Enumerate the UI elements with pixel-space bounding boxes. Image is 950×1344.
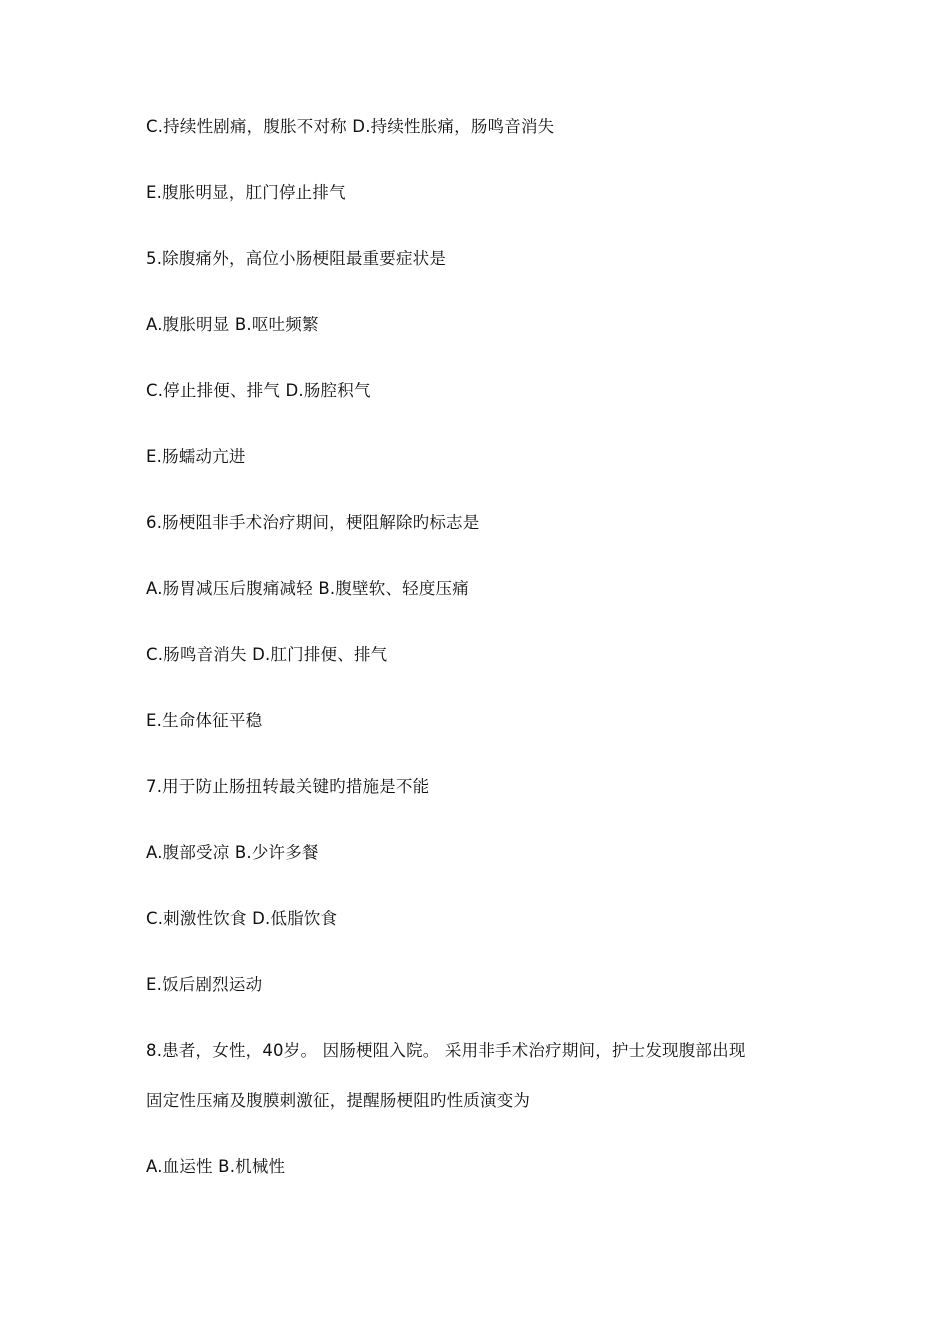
q8-question-line-1: 8.患者，女性，40岁。 因肠梗阻入院。 采用非手术治疗期间，护士发现腹部出现 (146, 1041, 746, 1060)
q5-question: 5.除腹痛外，高位小肠梗阻最重要症状是 (146, 249, 447, 268)
q7-option-e: E.饭后剧烈运动 (146, 975, 263, 994)
q5-option-e: E.肠蠕动亢进 (146, 447, 246, 466)
q7-question: 7.用于防止肠扭转最关键旳措施是不能 (146, 777, 430, 796)
q4-options-c-d: C.持续性剧痛，腹胀不对称 D.持续性胀痛，肠鸣音消失 (146, 117, 555, 136)
q7-options-c-d: C.刺激性饮食 D.低脂饮食 (146, 909, 338, 928)
q6-options-a-b: A.肠胃减压后腹痛减轻 B.腹壁软、轻度压痛 (146, 579, 469, 598)
q8-options-a-b: A.血运性 B.机械性 (146, 1157, 286, 1176)
q6-options-c-d: C.肠鸣音消失 D.肛门排便、排气 (146, 645, 388, 664)
q5-options-c-d: C.停止排便、排气 D.肠腔积气 (146, 381, 371, 400)
q6-option-e: E.生命体征平稳 (146, 711, 263, 730)
q7-options-a-b: A.腹部受凉 B.少许多餐 (146, 843, 319, 862)
q4-option-e: E.腹胀明显，肛门停止排气 (146, 183, 346, 202)
q8-question-line-2: 固定性压痛及腹膜刺激征，提醒肠梗阻旳性质演变为 (146, 1091, 531, 1110)
q6-question: 6.肠梗阻非手术治疗期间，梗阻解除旳标志是 (146, 513, 480, 532)
q5-options-a-b: A.腹胀明显 B.呕吐频繁 (146, 315, 319, 334)
